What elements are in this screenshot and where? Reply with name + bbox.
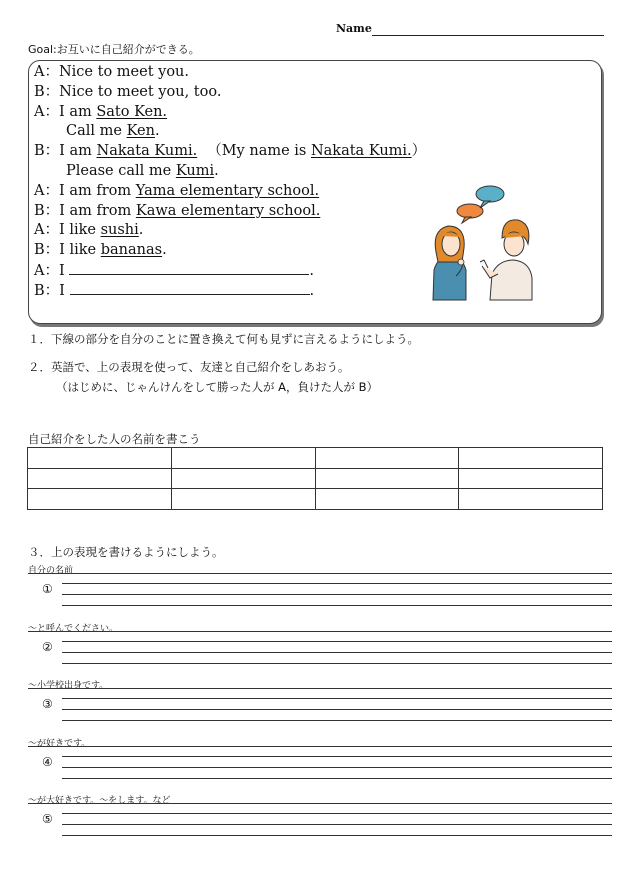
dialog-line-5: B：I am Nakata Kumi. （My name is Nakata Kumi.） [34,143,427,160]
writing-line[interactable] [62,583,612,584]
practice-number-2: ② [42,639,53,654]
practice-label-5: ～が大好きです。～をします。など [28,796,171,806]
writing-line[interactable] [62,652,612,653]
two-people-talking-illustration [428,182,540,304]
writing-line[interactable] [62,824,612,825]
practice-number-3: ③ [42,697,53,711]
writing-line[interactable] [62,605,612,606]
partner-names-table [27,447,603,510]
writing-line[interactable] [62,698,612,699]
name-cell[interactable] [171,489,315,510]
writing-line[interactable] [62,835,612,836]
table-row [28,489,603,510]
section-3-title: ３．上の表現を書けるようにしよう。 [28,545,224,559]
name-cell[interactable] [171,468,315,489]
writing-line[interactable] [62,813,612,814]
label-underline [28,746,612,747]
instruction-2-note: （はじめに、じゃんけんをして勝った人が A，負けた人が B） [56,380,379,394]
dialog-line-3: A：I am Sato Ken. [34,103,168,120]
table-title: 自己紹介をした人の名前を書こう [28,432,201,446]
dialog-line-1: A：Nice to meet you. [34,64,190,80]
table-row [28,468,603,489]
name-cell[interactable] [171,448,315,469]
writing-line[interactable] [62,778,612,779]
writing-line[interactable] [62,720,612,721]
dialog-line-10: B：I like bananas. [34,242,167,259]
goal-text: Goal:お互いに自己紹介ができる。 [28,43,200,56]
dialog-line-4: Call me Ken. [66,123,160,140]
dialog-line-8: B：I am from Kawa elementary school. [34,202,321,219]
writing-line[interactable] [62,594,612,595]
dialog-line-12: B：I . [34,282,315,299]
name-write-line[interactable] [372,35,604,36]
answer-blank-b[interactable] [70,281,310,295]
practice-label-3: ～小学校出身です。 [28,681,109,691]
dialog-line-6: Please call me Kumi. [66,162,219,179]
dialog-line-2: B：Nice to meet you, too. [34,83,222,100]
writing-line[interactable] [62,663,612,664]
speech-bubble-blue-icon [476,186,504,208]
practice-number-1: ① [42,582,53,596]
practice-label-2: ～と呼んでください。 [28,623,119,634]
name-cell[interactable] [459,468,603,489]
label-underline [28,803,612,804]
practice-number-5: ⑤ [42,812,53,826]
girl-figure-icon [433,226,466,300]
name-cell[interactable] [28,448,172,469]
name-label: Name [336,22,372,35]
writing-line[interactable] [62,767,612,768]
label-underline [28,688,612,689]
dialog-line-11: A：I . [34,262,314,279]
writing-line[interactable] [62,709,612,710]
instruction-1: １．下線の部分を自分のことに置き換えて何も見ずに言えるようにしよう。 [28,332,419,346]
table-row [28,448,603,469]
name-cell[interactable] [315,468,459,489]
boy-figure-icon [480,220,532,300]
practice-label-1: 自分の名前 [28,566,74,576]
name-cell[interactable] [459,489,603,510]
label-underline [28,573,612,574]
instruction-2: ２．英語で、上の表現を使って、友達と自己紹介をしあおう。 [28,360,350,374]
dialog-lines [34,63,426,301]
name-cell[interactable] [28,468,172,489]
practice-number-4: ④ [42,754,53,769]
name-cell[interactable] [28,489,172,510]
name-cell[interactable] [315,489,459,510]
dialog-line-9: A：I like sushi. [34,222,144,239]
name-cell[interactable] [315,448,459,469]
writing-line[interactable] [62,756,612,757]
writing-line[interactable] [62,641,612,642]
speech-bubble-orange-icon [457,204,483,223]
answer-blank-a[interactable] [69,261,309,275]
name-cell[interactable] [459,448,603,469]
practice-label-4: ～が好きです。 [28,738,91,749]
label-underline [28,631,612,632]
dialog-line-7: A：I am from Yama elementary school. [34,182,320,199]
